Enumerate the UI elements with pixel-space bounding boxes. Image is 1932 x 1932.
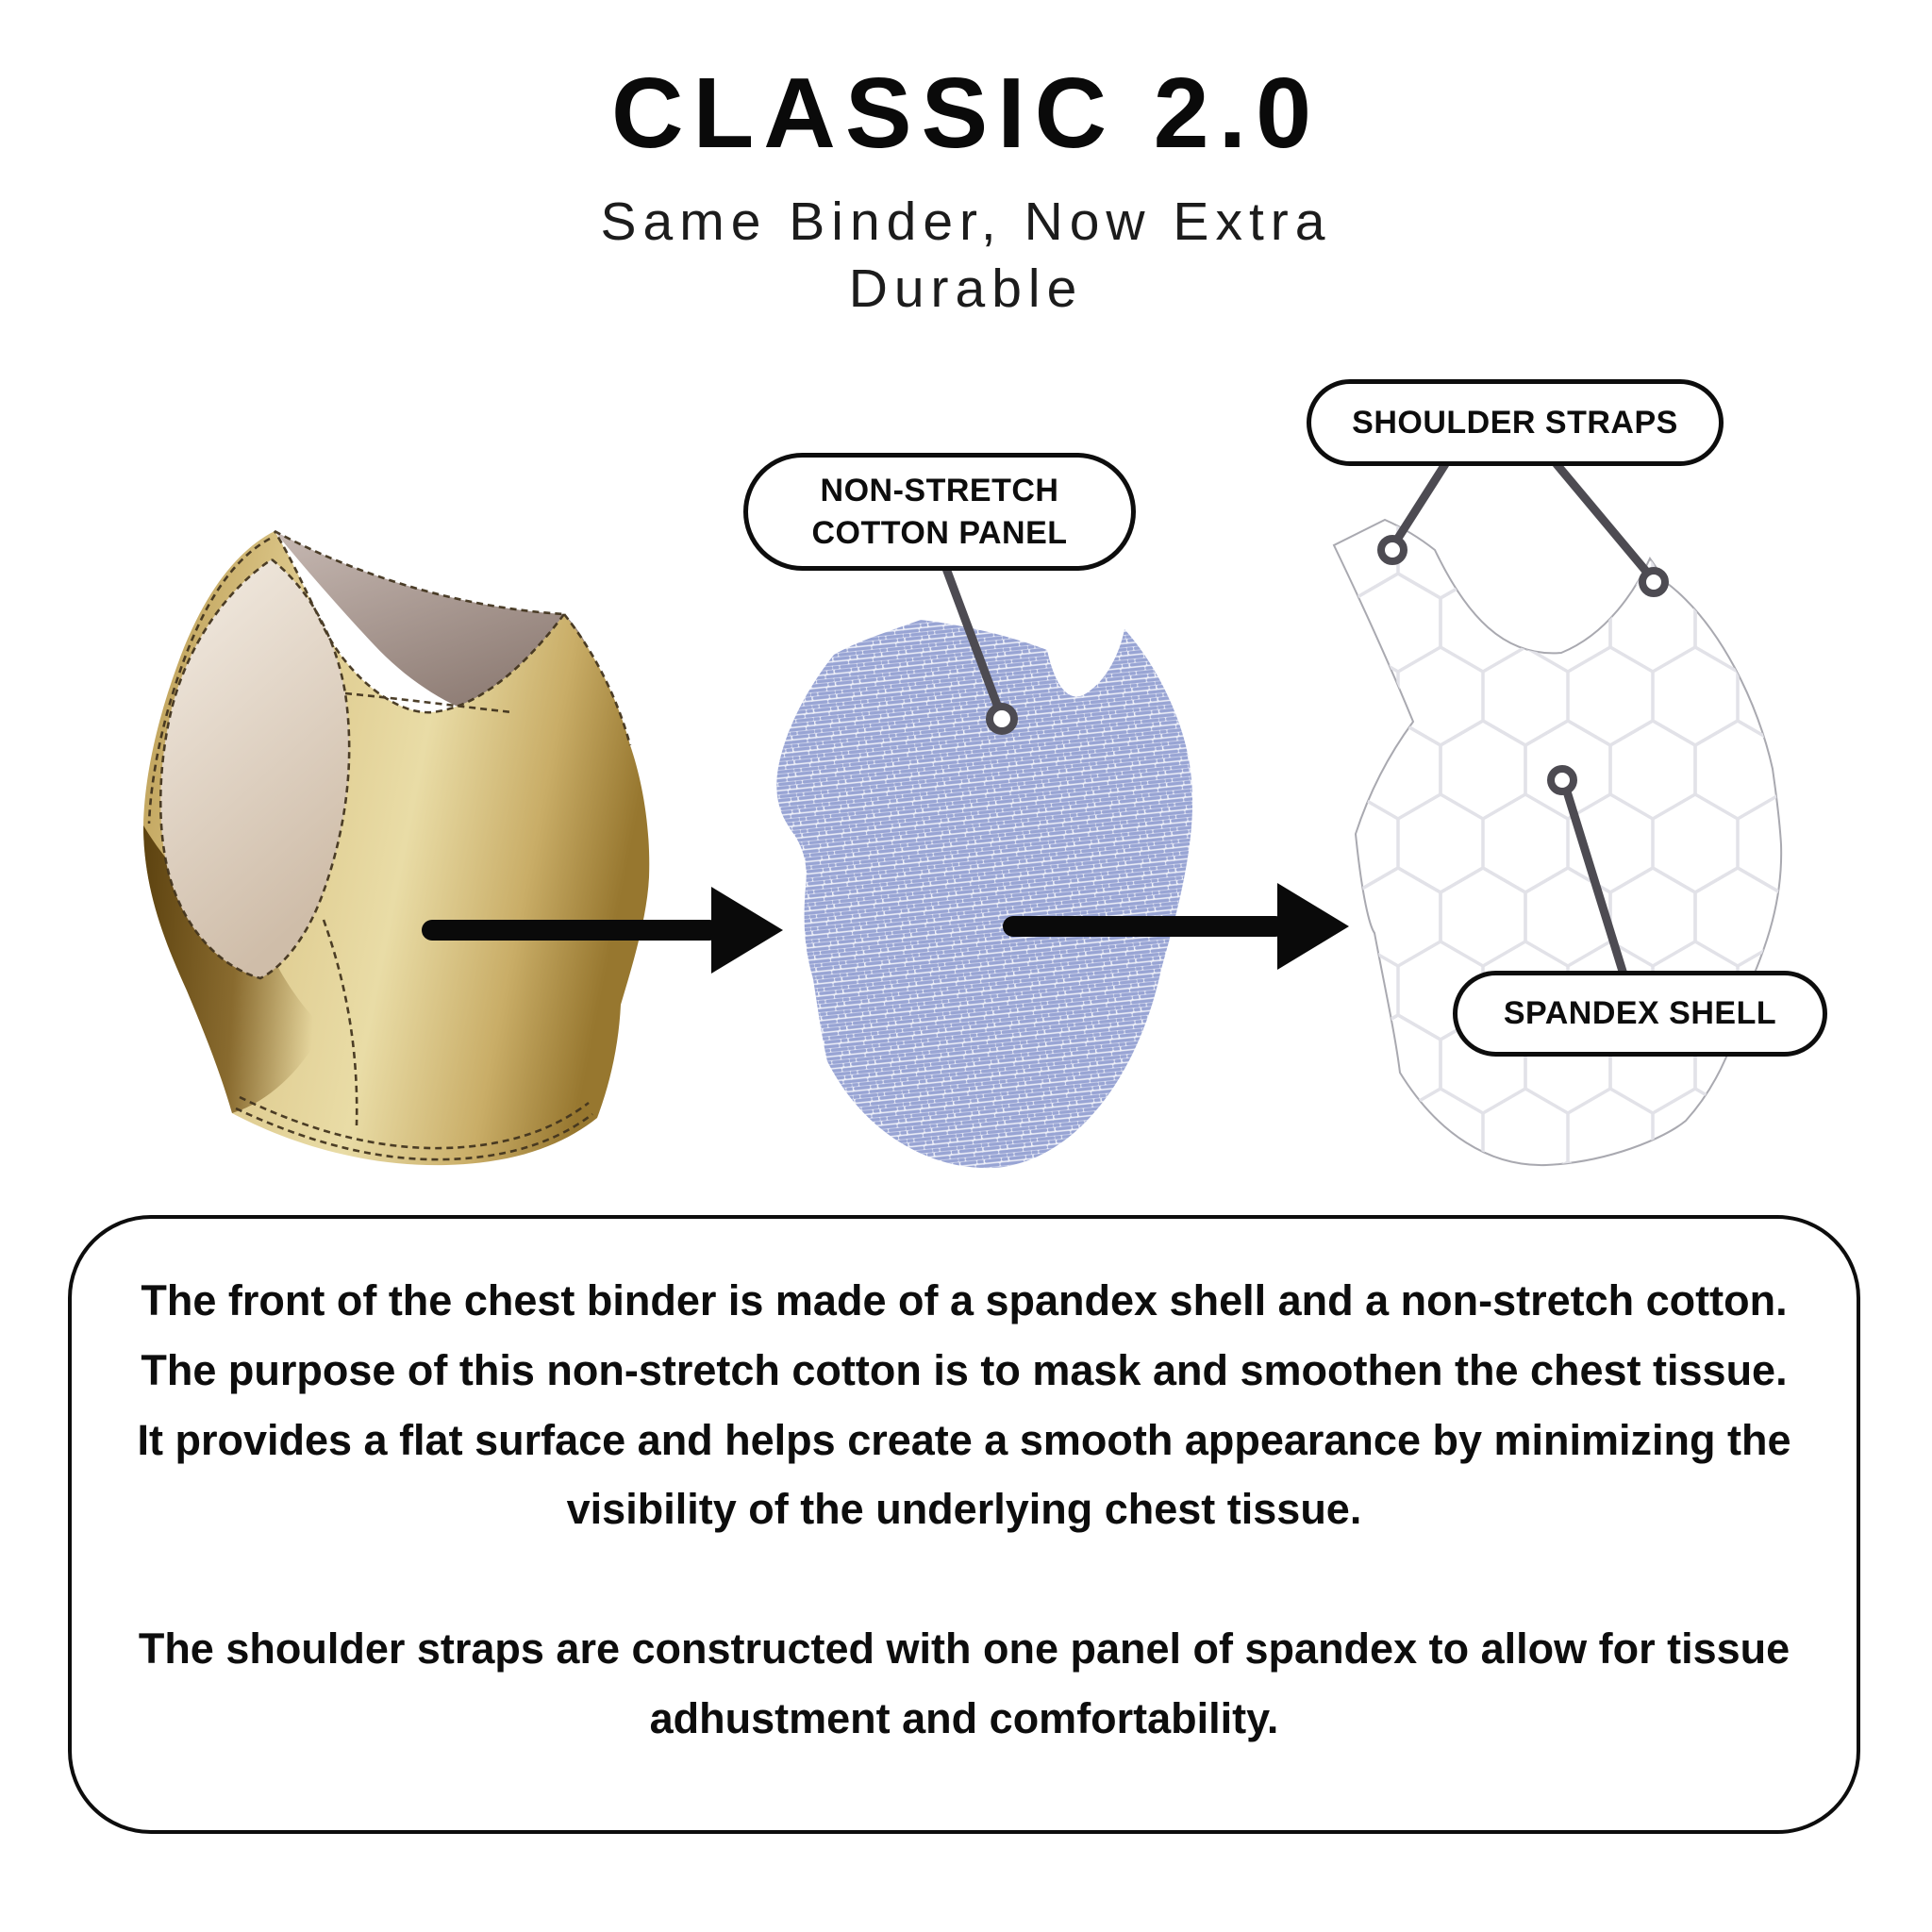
spandex-tank-honeycomb xyxy=(1334,520,1781,1165)
cotton-panel-shape xyxy=(776,620,1192,1168)
cotton-panel-illustration xyxy=(753,608,1229,1179)
description-paragraph-1: The front of the chest binder is made of a spandex shell and a non-stretch cotton. The purpose of this non-stretch cotton is to mask and smoothen the chest tissue. It provides a flat surface and helps create a smooth appearance by minimizing the visibility of the underlying chest tissue. xyxy=(137,1276,1791,1534)
subtitle-line-1: Same Binder, Now Extra xyxy=(600,192,1332,252)
page-subtitle xyxy=(0,189,1932,324)
subtitle-line-2: Durable xyxy=(848,258,1084,320)
shoulder-straps-callout: SHOULDER STRAPS xyxy=(1307,379,1724,466)
page-title: CLASSIC 2.0 xyxy=(610,58,1322,169)
tan-binder-illustration xyxy=(121,514,658,1174)
spandex-shell-callout: SPANDEX SHELL xyxy=(1453,971,1827,1057)
cotton-panel-callout xyxy=(743,453,1136,571)
cotton-callout-line-2: COTTON PANEL xyxy=(811,514,1068,551)
description-box xyxy=(68,1215,1860,1834)
description-paragraph-2: The shoulder straps are constructed with one panel of spandex to allow for tissue adhustment and comfortability. xyxy=(138,1624,1790,1742)
cotton-callout-line-1: NON-STRETCH xyxy=(820,472,1059,508)
spandex-shell-illustration xyxy=(1313,500,1799,1179)
